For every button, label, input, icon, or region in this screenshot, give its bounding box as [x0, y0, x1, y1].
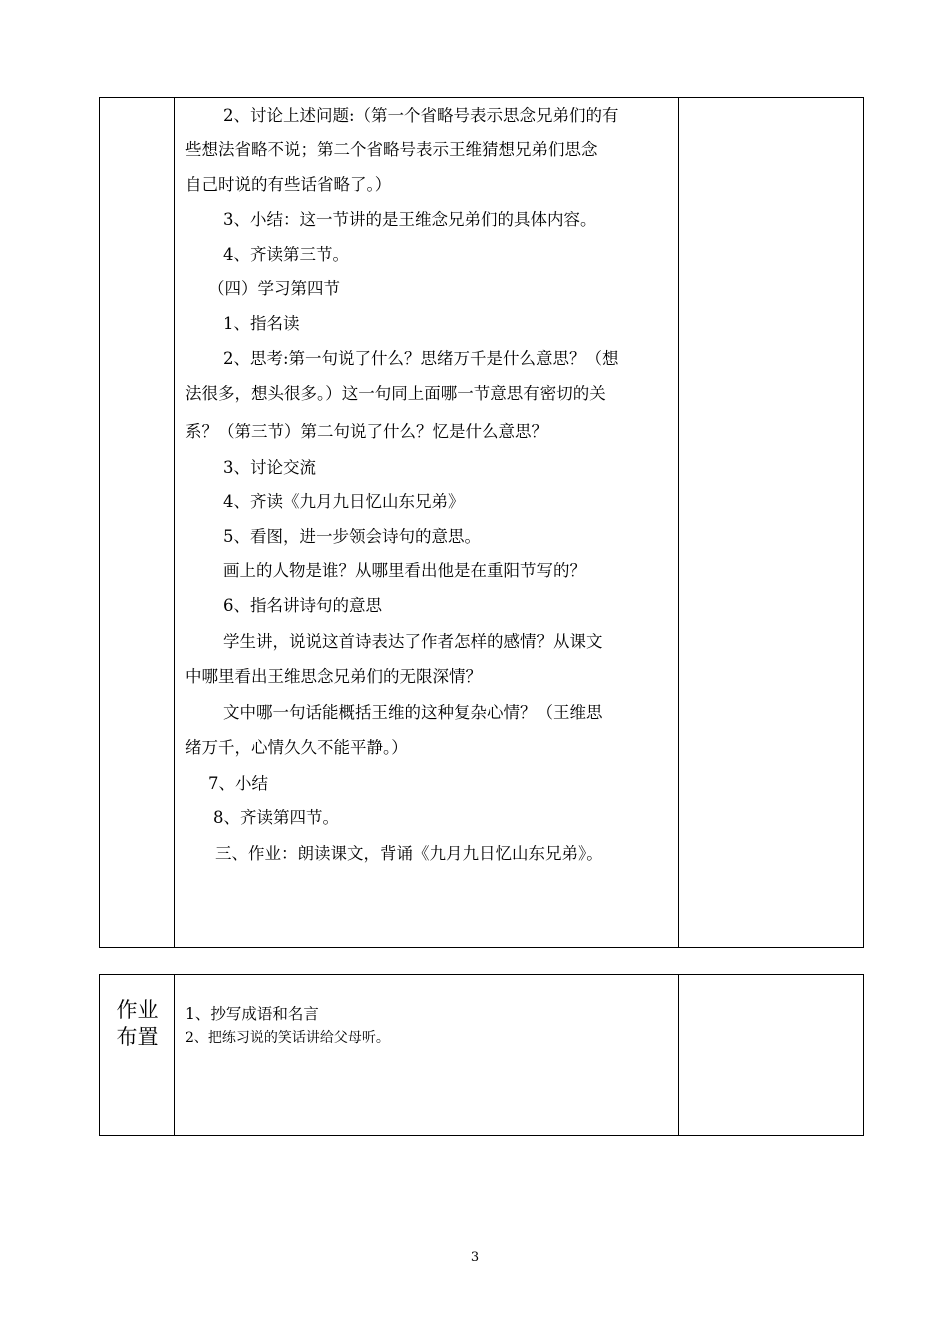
content-line: 绪万千，心情久久不能平静。） [185, 738, 408, 757]
page-number: 3 [470, 1250, 480, 1265]
content-line: 些想法省略不说；第二个省略号表示王维猜想兄弟们思念 [185, 140, 598, 159]
content-line: 1、指名读 [223, 314, 300, 333]
homework-label-cell [100, 975, 175, 1135]
homework-item: 1、抄写成语和名言 [185, 1005, 319, 1023]
homework-table [99, 974, 864, 1136]
content-line: 自己时说的有些话省略了。） [185, 175, 392, 194]
content-line: 8、齐读第四节。 [213, 808, 339, 827]
label-column [100, 98, 175, 947]
content-line: 2、思考:第一句说了什么？思绪万千是什么意思？（想 [223, 349, 619, 368]
content-line: 文中哪一句话能概括王维的这种复杂心情？（王维思 [223, 703, 603, 722]
lesson-table [99, 97, 864, 948]
homework-label-line1: 作业 [116, 998, 159, 1022]
content-line: 4、齐读第三节。 [223, 245, 349, 264]
content-line: 5、看图，进一步领会诗句的意思。 [223, 527, 481, 546]
content-column [175, 98, 678, 947]
content-line: 学生讲，说说这首诗表达了作者怎样的感情？从课文 [223, 632, 603, 651]
notes-column [678, 98, 863, 947]
content-line: 法很多，想头很多。）这一句同上面哪一节意思有密切的关 [185, 384, 606, 403]
content-line: 3、小结：这一节讲的是王维念兄弟们的具体内容。 [223, 210, 597, 229]
content-line: 7、小结 [208, 774, 268, 793]
content-line: 4、齐读《九月九日忆山东兄弟》 [223, 492, 465, 511]
content-line: 6、指名讲诗句的意思 [223, 596, 382, 615]
content-line: 3、讨论交流 [223, 458, 316, 477]
content-line: 三、作业：朗读课文，背诵《九月九日忆山东兄弟》。 [215, 844, 603, 863]
homework-notes-cell [678, 975, 863, 1135]
content-line: （四）学习第四节 [208, 279, 340, 298]
homework-item: 2、把练习说的笑话讲给父母听。 [185, 1030, 390, 1046]
content-line: 系？（第三节）第二句说了什么？忆是什么意思？ [185, 422, 548, 441]
homework-label-line2: 布置 [116, 1025, 159, 1049]
content-line: 画上的人物是谁？从哪里看出他是在重阳节写的？ [223, 561, 586, 580]
homework-content-cell [175, 975, 678, 1135]
content-line: 2、讨论上述问题:（第一个省略号表示思念兄弟们的有 [223, 106, 619, 125]
content-line: 中哪里看出王维思念兄弟们的无限深情？ [185, 667, 482, 686]
